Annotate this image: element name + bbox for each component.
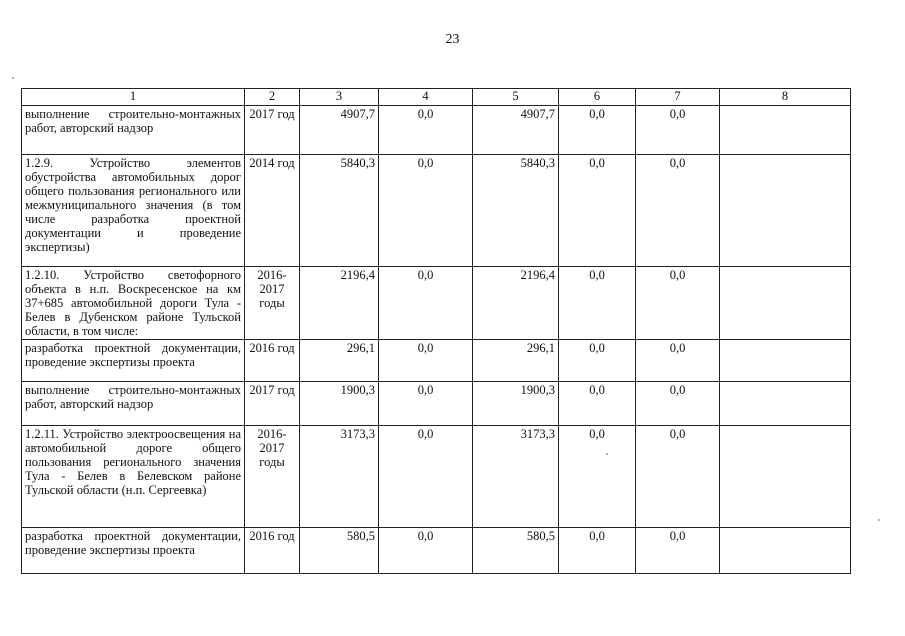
row-col3: 4907,7: [300, 106, 379, 155]
row-col4: 0,0: [379, 106, 473, 155]
row-col5: 296,1: [473, 340, 559, 382]
column-header: 7: [636, 89, 720, 106]
row-description: 1.2.11. Устройство электроосвещения на автомобильной дороге общего пользования регионального значения Тула - Белев в Белевском районе Тульской области (н.п. Сергеевка): [22, 426, 245, 528]
column-header: 3: [300, 89, 379, 106]
scan-speck: [12, 77, 14, 79]
row-col6: 0,0: [559, 528, 636, 574]
row-col4: 0,0: [379, 426, 473, 528]
header-row: [22, 89, 851, 106]
row-col6: 0,0: [559, 382, 636, 426]
row-year: 2017 год: [245, 106, 300, 155]
table-row: [22, 340, 851, 382]
row-col3: 580,5: [300, 528, 379, 574]
row-year: 2016 год: [245, 340, 300, 382]
row-col4: 0,0: [379, 267, 473, 340]
row-col6: 0,0: [559, 340, 636, 382]
row-col6: 0,0: [559, 155, 636, 267]
table-row: [22, 267, 851, 340]
row-year: 2017 год: [245, 382, 300, 426]
column-header: 2: [245, 89, 300, 106]
row-year: 2016-2017 годы: [245, 426, 300, 528]
row-col8: [720, 340, 851, 382]
row-year: 2014 год: [245, 155, 300, 267]
budget-table: [21, 88, 851, 574]
row-col5: 2196,4: [473, 267, 559, 340]
column-header: 1: [22, 89, 245, 106]
row-year: 2016 год: [245, 528, 300, 574]
column-header: 5: [473, 89, 559, 106]
page-number: 23: [445, 32, 460, 47]
row-col4: 0,0: [379, 382, 473, 426]
row-col5: 4907,7: [473, 106, 559, 155]
row-col5: 3173,3: [473, 426, 559, 528]
row-col8: [720, 106, 851, 155]
row-col4: 0,0: [379, 528, 473, 574]
row-col4: 0,0: [379, 340, 473, 382]
row-col6: 0,0: [559, 267, 636, 340]
row-col7: 0,0: [636, 426, 720, 528]
row-description: 1.2.10. Устройство светофорного объекта в н.п. Воскресенское на км 37+685 автомобильной дороги Тула - Белев в Дубенском районе Тульской области, в том числе:: [22, 267, 245, 340]
row-col7: 0,0: [636, 267, 720, 340]
scan-speck: [878, 519, 880, 521]
table-row: [22, 528, 851, 574]
table-row: [22, 155, 851, 267]
scan-speck: [606, 453, 608, 455]
row-description: разработка проектной документации, проведение экспертизы проекта: [22, 340, 245, 382]
row-description: 1.2.9. Устройство элементов обустройства автомобильных дорог общего пользования регионального или межмуниципального значения (в том числе разработка проектной документации и проведение экспертизы): [22, 155, 245, 267]
table-row: [22, 426, 851, 528]
row-col3: 2196,4: [300, 267, 379, 340]
row-col5: 1900,3: [473, 382, 559, 426]
row-col8: [720, 267, 851, 340]
row-description: выполнение строительно-монтажных работ, авторский надзор: [22, 382, 245, 426]
row-col7: 0,0: [636, 528, 720, 574]
table-row: [22, 382, 851, 426]
column-header: 8: [720, 89, 851, 106]
row-col7: 0,0: [636, 340, 720, 382]
row-col8: [720, 382, 851, 426]
row-col3: 296,1: [300, 340, 379, 382]
row-year: 2016-2017 годы: [245, 267, 300, 340]
row-col7: 0,0: [636, 382, 720, 426]
row-col3: 3173,3: [300, 426, 379, 528]
row-col8: [720, 426, 851, 528]
row-description: выполнение строительно-монтажных работ, авторский надзор: [22, 106, 245, 155]
row-col7: 0,0: [636, 155, 720, 267]
row-col7: 0,0: [636, 106, 720, 155]
row-col3: 5840,3: [300, 155, 379, 267]
row-col6: 0,0: [559, 106, 636, 155]
row-col8: [720, 155, 851, 267]
column-header: 4: [379, 89, 473, 106]
row-col5: 580,5: [473, 528, 559, 574]
column-header: 6: [559, 89, 636, 106]
table-row: [22, 106, 851, 155]
row-col6: 0,0: [559, 426, 636, 528]
row-col3: 1900,3: [300, 382, 379, 426]
row-col4: 0,0: [379, 155, 473, 267]
row-col5: 5840,3: [473, 155, 559, 267]
row-col8: [720, 528, 851, 574]
row-description: разработка проектной документации, проведение экспертизы проекта: [22, 528, 245, 574]
